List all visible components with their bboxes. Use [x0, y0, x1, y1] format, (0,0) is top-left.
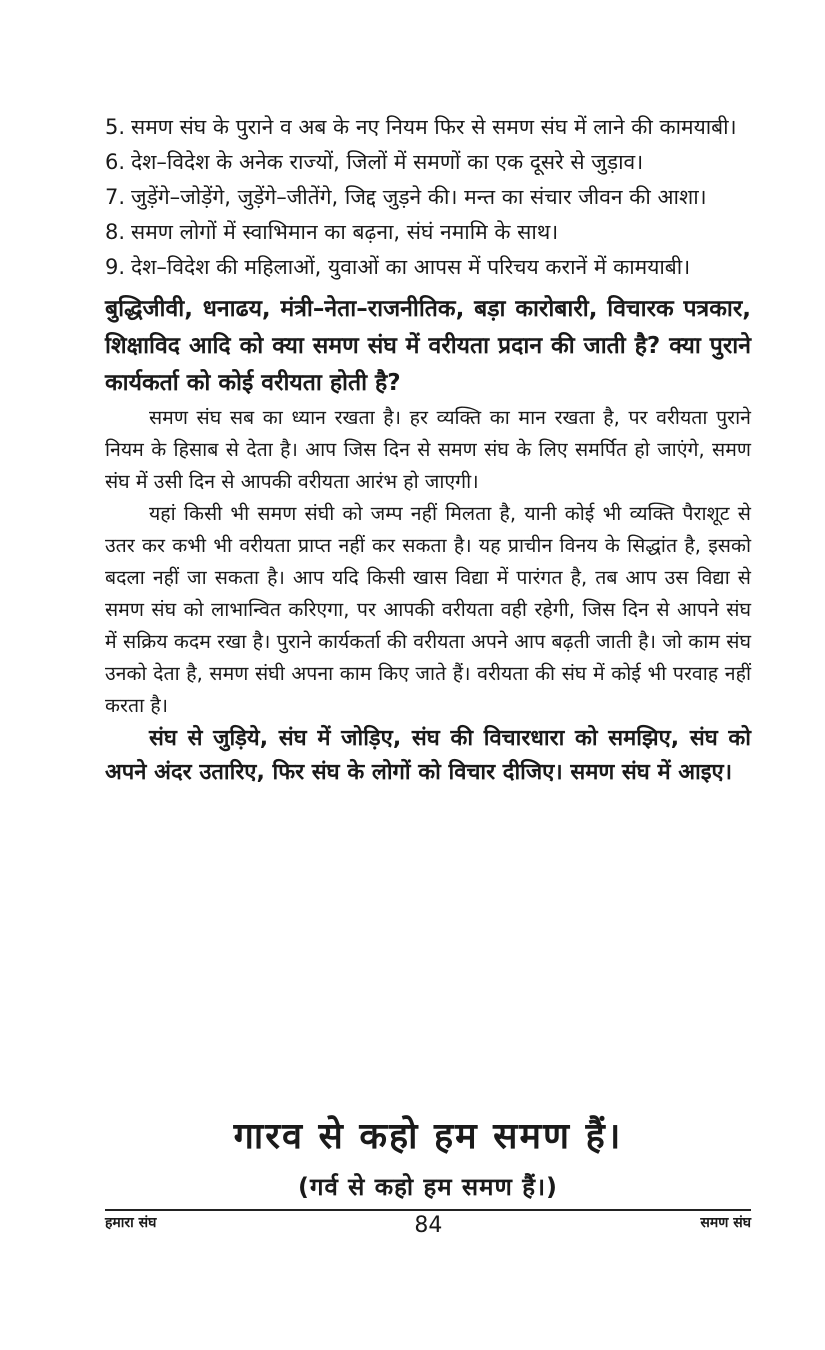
question-heading: बुद्धिजीवी, धनाढय, मंत्री–नेता–राजनीतिक, बड़ा कारोबारी, विचारक पत्रकार, शिक्षाविद आदि को क्या समण संघ में वरीयता प्रदान की जाती है? क्या पुराने कार्यकर्ता को कोई वरीयता होती है?	[105, 296, 751, 396]
item-text: समण लोगों में स्वाभिमान का बढ़ना, संघं नमामि के साथ।	[131, 220, 559, 244]
list-item	[105, 180, 751, 215]
footer-right: समण संघ	[700, 1215, 751, 1231]
slogan-subtitle: (गर्व से कहो हम समण हैं।)	[297, 1173, 559, 1201]
paragraph: समण संघ सब का ध्यान रखता है। हर व्यक्ति का मान रखता है, पर वरीयता पुराने नियम के हिसाब से देता है। आप जिस दिन से समण संघ के लिए समर्पित हो जाएंगे, समण संघ में उसी दिन से आपकी वरीयता आरंभ हो जाएगी।	[105, 406, 751, 493]
item-number: 7.	[105, 185, 126, 209]
list-item	[105, 215, 751, 250]
bold-paragraph: संघ से जुड़िये, संघ में जोड़िए, संघ की विचारधारा को समझिए, संघ को अपने अंदर उतारिए, फिर संघ के लोगों को विचार दीजिए। समण संघ में आइए।	[105, 726, 751, 785]
item-number: 5.	[105, 115, 126, 139]
paragraph: यहां किसी भी समण संघी को जम्प नहीं मिलता है, यानी कोई भी व्यक्ति पैराशूट से उतर कर कभी भी वरीयता प्राप्त नहीं कर सकता है। यह प्राचीन विनय के सिद्धांत है, इसको बदला नहीं जा सकता है। आप यदि किसी खास विद्या में पारंगत है, तब आप उस विद्या से समण संघ को लाभान्वित करिएगा, पर आपकी वरीयता वही रहेगी, जिस दिन से आपने संघ में सक्रिय कदम रखा है। पुराने कार्यकर्ता की वरीयता अपने आप बढ़ती जाती है। जो काम संघ उनको देता है, समण संघी अपना काम किए जाते हैं। वरीयता की संघ में कोई भी परवाह नहीं करता है।	[105, 502, 751, 717]
item-number: 8.	[105, 220, 126, 244]
item-text: देश–विदेश की महिलाओं, युवाओं का आपस में परिचय करानें में कामयाबी।	[131, 255, 691, 279]
page-number: 84	[414, 1213, 443, 1238]
slogan: गारव से कहो हम समण हैं।	[233, 1116, 623, 1157]
footer-left: हमारा संघ	[105, 1215, 157, 1231]
item-text: जुड़ेंगे–जोड़ेंगे, जुड़ेंगे–जीतेंगे, जिद्द जुड़ने की। मन्त का संचार जीवन की आशा।	[131, 185, 707, 209]
list-item	[105, 145, 751, 180]
points-list	[105, 110, 751, 285]
item-number: 9.	[105, 255, 126, 279]
item-number: 6.	[105, 150, 126, 174]
page-footer	[105, 1213, 751, 1238]
item-text: देश–विदेश के अनेक राज्यों, जिलों में समणों का एक दूसरे से जुड़ाव।	[131, 150, 644, 174]
page-body	[105, 110, 751, 790]
footer-divider	[105, 1209, 751, 1211]
item-text: समण संघ के पुराने व अब के नए नियम फिर से समण संघ में लाने की कामयाबी।	[131, 115, 737, 139]
list-item	[105, 250, 751, 285]
list-item	[105, 110, 751, 145]
